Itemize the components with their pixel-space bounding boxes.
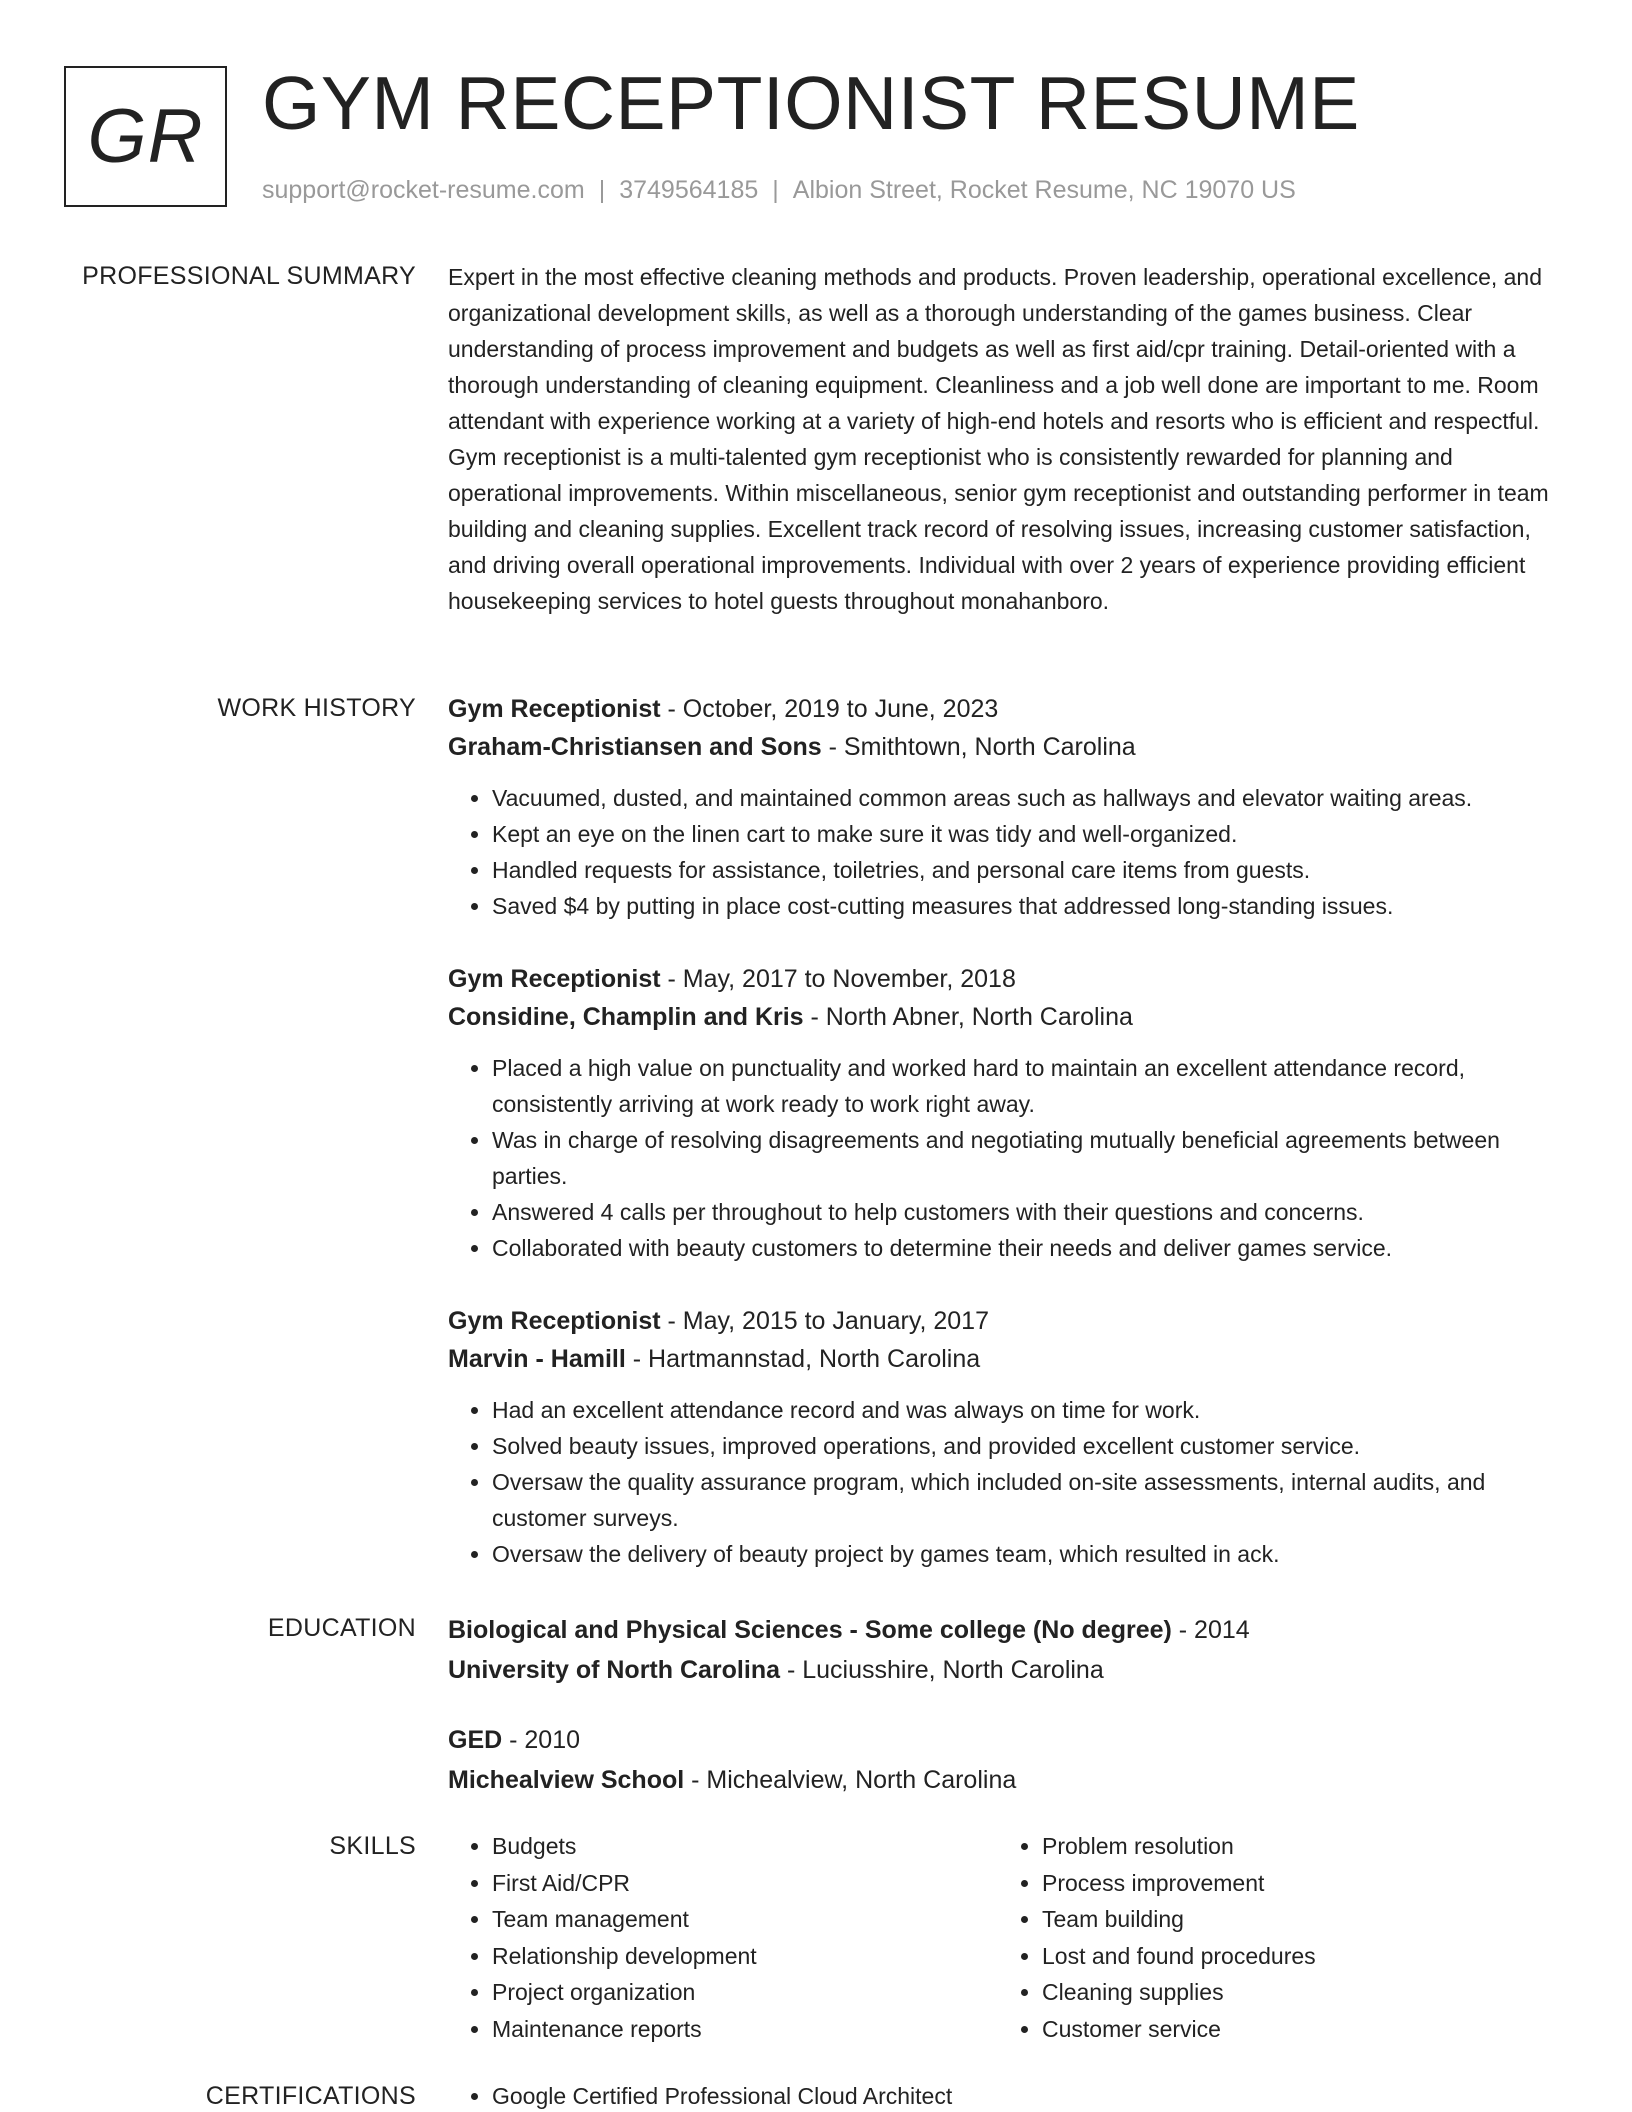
list-item: • Was in charge of resolving disagreements and negotiating mutually beneficial agreements between parties. (492, 1122, 1568, 1194)
education-year: - 2010 (502, 1726, 581, 1754)
job-dates: - May, 2017 to November, 2018 (660, 965, 1016, 993)
section-heading-skills: SKILLS (329, 1832, 416, 1860)
education-degree: Biological and Physical Sciences - Some college (No degree) (448, 1616, 1172, 1644)
job-dates: - May, 2015 to January, 2017 (660, 1307, 989, 1335)
list-item: • Budgets (492, 1828, 998, 1865)
list-item: • Kept an eye on the linen cart to make sure it was tidy and well-organized. (492, 816, 1568, 852)
list-item: • Maintenance reports (492, 2011, 998, 2048)
job-company-line (448, 1340, 1568, 1378)
education-degree-line (448, 1610, 1568, 1650)
job-company: Considine, Champlin and Kris (448, 1003, 804, 1031)
list-item: • Saved $4 by putting in place cost-cutting measures that addressed long-standing issues. (492, 888, 1568, 924)
list-item: • Had an excellent attendance record and was always on time for work. (492, 1392, 1568, 1428)
skills-columns (448, 1828, 1568, 2047)
job-bullets (448, 1392, 1568, 1572)
list-item: • Process improvement (1042, 1865, 1548, 1902)
skills-list-right (998, 1828, 1548, 2047)
education-year: - 2014 (1171, 1616, 1250, 1644)
job-title: Gym Receptionist (448, 695, 661, 723)
job-location: - Hartmannstad, North Carolina (625, 1345, 981, 1373)
job-entry (448, 1302, 1568, 1572)
job-company-line (448, 998, 1568, 1036)
list-item: • Solved beauty issues, improved operations, and provided excellent customer service. (492, 1428, 1568, 1464)
section-heading-summary: PROFESSIONAL SUMMARY (82, 262, 416, 290)
job-company-line (448, 728, 1568, 766)
list-item: • Collaborated with beauty customers to determine their needs and deliver games service. (492, 1230, 1568, 1266)
certifications-columns (448, 2078, 1568, 2112)
job-dates: - October, 2019 to June, 2023 (660, 695, 999, 723)
list-item: • Oversaw the delivery of beauty project by games team, which resulted in ack. (492, 1536, 1568, 1572)
education-degree-line (448, 1720, 1568, 1760)
job-title: Gym Receptionist (448, 1307, 661, 1335)
list-item: • Problem resolution (1042, 1828, 1548, 1865)
education-degree: GED (448, 1726, 503, 1754)
list-item: • Team building (1042, 1901, 1548, 1938)
contact-email[interactable]: support@rocket-resume.com (262, 176, 585, 204)
section-heading-certifications: CERTIFICATIONS (205, 2082, 416, 2110)
contact-separator: | (772, 176, 779, 204)
job-company: Graham-Christiansen and Sons (448, 733, 822, 761)
job-location: - North Abner, North Carolina (803, 1003, 1133, 1031)
section-heading-work-history: WORK HISTORY (217, 694, 416, 722)
list-item: • Oversaw the quality assurance program, which included on-site assessments, internal audits, and customer surveys. (492, 1464, 1568, 1536)
certifications-list (448, 2078, 998, 2112)
list-item: • Answered 4 calls per throughout to help customers with their questions and concerns. (492, 1194, 1568, 1230)
job-entry (448, 690, 1568, 924)
education-location: - Luciusshire, North Carolina (780, 1656, 1104, 1684)
list-item: • Lost and found procedures (1042, 1938, 1548, 1975)
job-title-line (448, 1302, 1568, 1340)
list-item: • Relationship development (492, 1938, 998, 1975)
job-company: Marvin - Hamill (448, 1345, 626, 1373)
education-entry (448, 1610, 1568, 1690)
job-bullets (448, 1050, 1568, 1266)
skills-list-left (448, 1828, 998, 2047)
summary-text: Expert in the most effective cleaning methods and products. Proven leadership, operational excellence, and organizational development skills, as well as a thorough understanding of the games business. Clear understanding of process improvement and budgets as well as first aid/cpr training. Detail-oriented with a thorough understanding of cleaning equipment. Cleanliness and a job well done are important to me. Room attendant with experience working at a variety of high-end hotels and resorts who is efficient and respectful. Gym receptionist is a multi-talented gym receptionist who is consistently rewarded for planning and operational improvements. Within miscellaneous, senior gym receptionist and outstanding performer in team building and cleaning supplies. Excellent track record of resolving issues, increasing customer satisfaction, and driving overall operational improvements. Individual with over 2 years of experience providing efficient housekeeping services to hotel guests throughout monahanboro. (448, 264, 1549, 614)
list-item: • Vacuumed, dusted, and maintained common areas such as hallways and elevator waiting areas. (492, 780, 1568, 816)
list-item: • First Aid/CPR (492, 1865, 998, 1902)
education-school-line (448, 1760, 1568, 1800)
list-item: • Handled requests for assistance, toiletries, and personal care items from guests. (492, 852, 1568, 888)
list-item: • Team management (492, 1901, 998, 1938)
job-title: Gym Receptionist (448, 965, 661, 993)
education-entry (448, 1720, 1568, 1800)
education-school: Michealview School (448, 1766, 685, 1794)
contact-address: Albion Street, Rocket Resume, NC 19070 US (792, 176, 1296, 204)
list-item: • Project organization (492, 1974, 998, 2011)
education-location: - Michealview, North Carolina (684, 1766, 1017, 1794)
job-entry (448, 960, 1568, 1266)
list-item: • Placed a high value on punctuality and worked hard to maintain an excellent attendance record, consistently arriving at work ready to work right away. (492, 1050, 1568, 1122)
section-heading-education: EDUCATION (267, 1614, 416, 1642)
contact-separator: | (598, 176, 606, 204)
contact-line (262, 174, 1296, 206)
monogram-logo: GR (64, 66, 227, 207)
list-item: • Cleaning supplies (1042, 1974, 1548, 2011)
contact-phone[interactable]: 3749564185 (619, 176, 759, 204)
job-bullets (448, 780, 1568, 924)
job-location: - Smithtown, North Carolina (821, 733, 1136, 761)
page-title: GYM RECEPTIONIST RESUME (262, 61, 1360, 145)
list-item: • Customer service (1042, 2011, 1548, 2048)
job-title-line (448, 960, 1568, 998)
list-item: • Google Certified Professional Cloud Architect (492, 2078, 998, 2112)
education-school-line (448, 1650, 1568, 1690)
job-title-line (448, 690, 1568, 728)
education-school: University of North Carolina (448, 1656, 780, 1684)
